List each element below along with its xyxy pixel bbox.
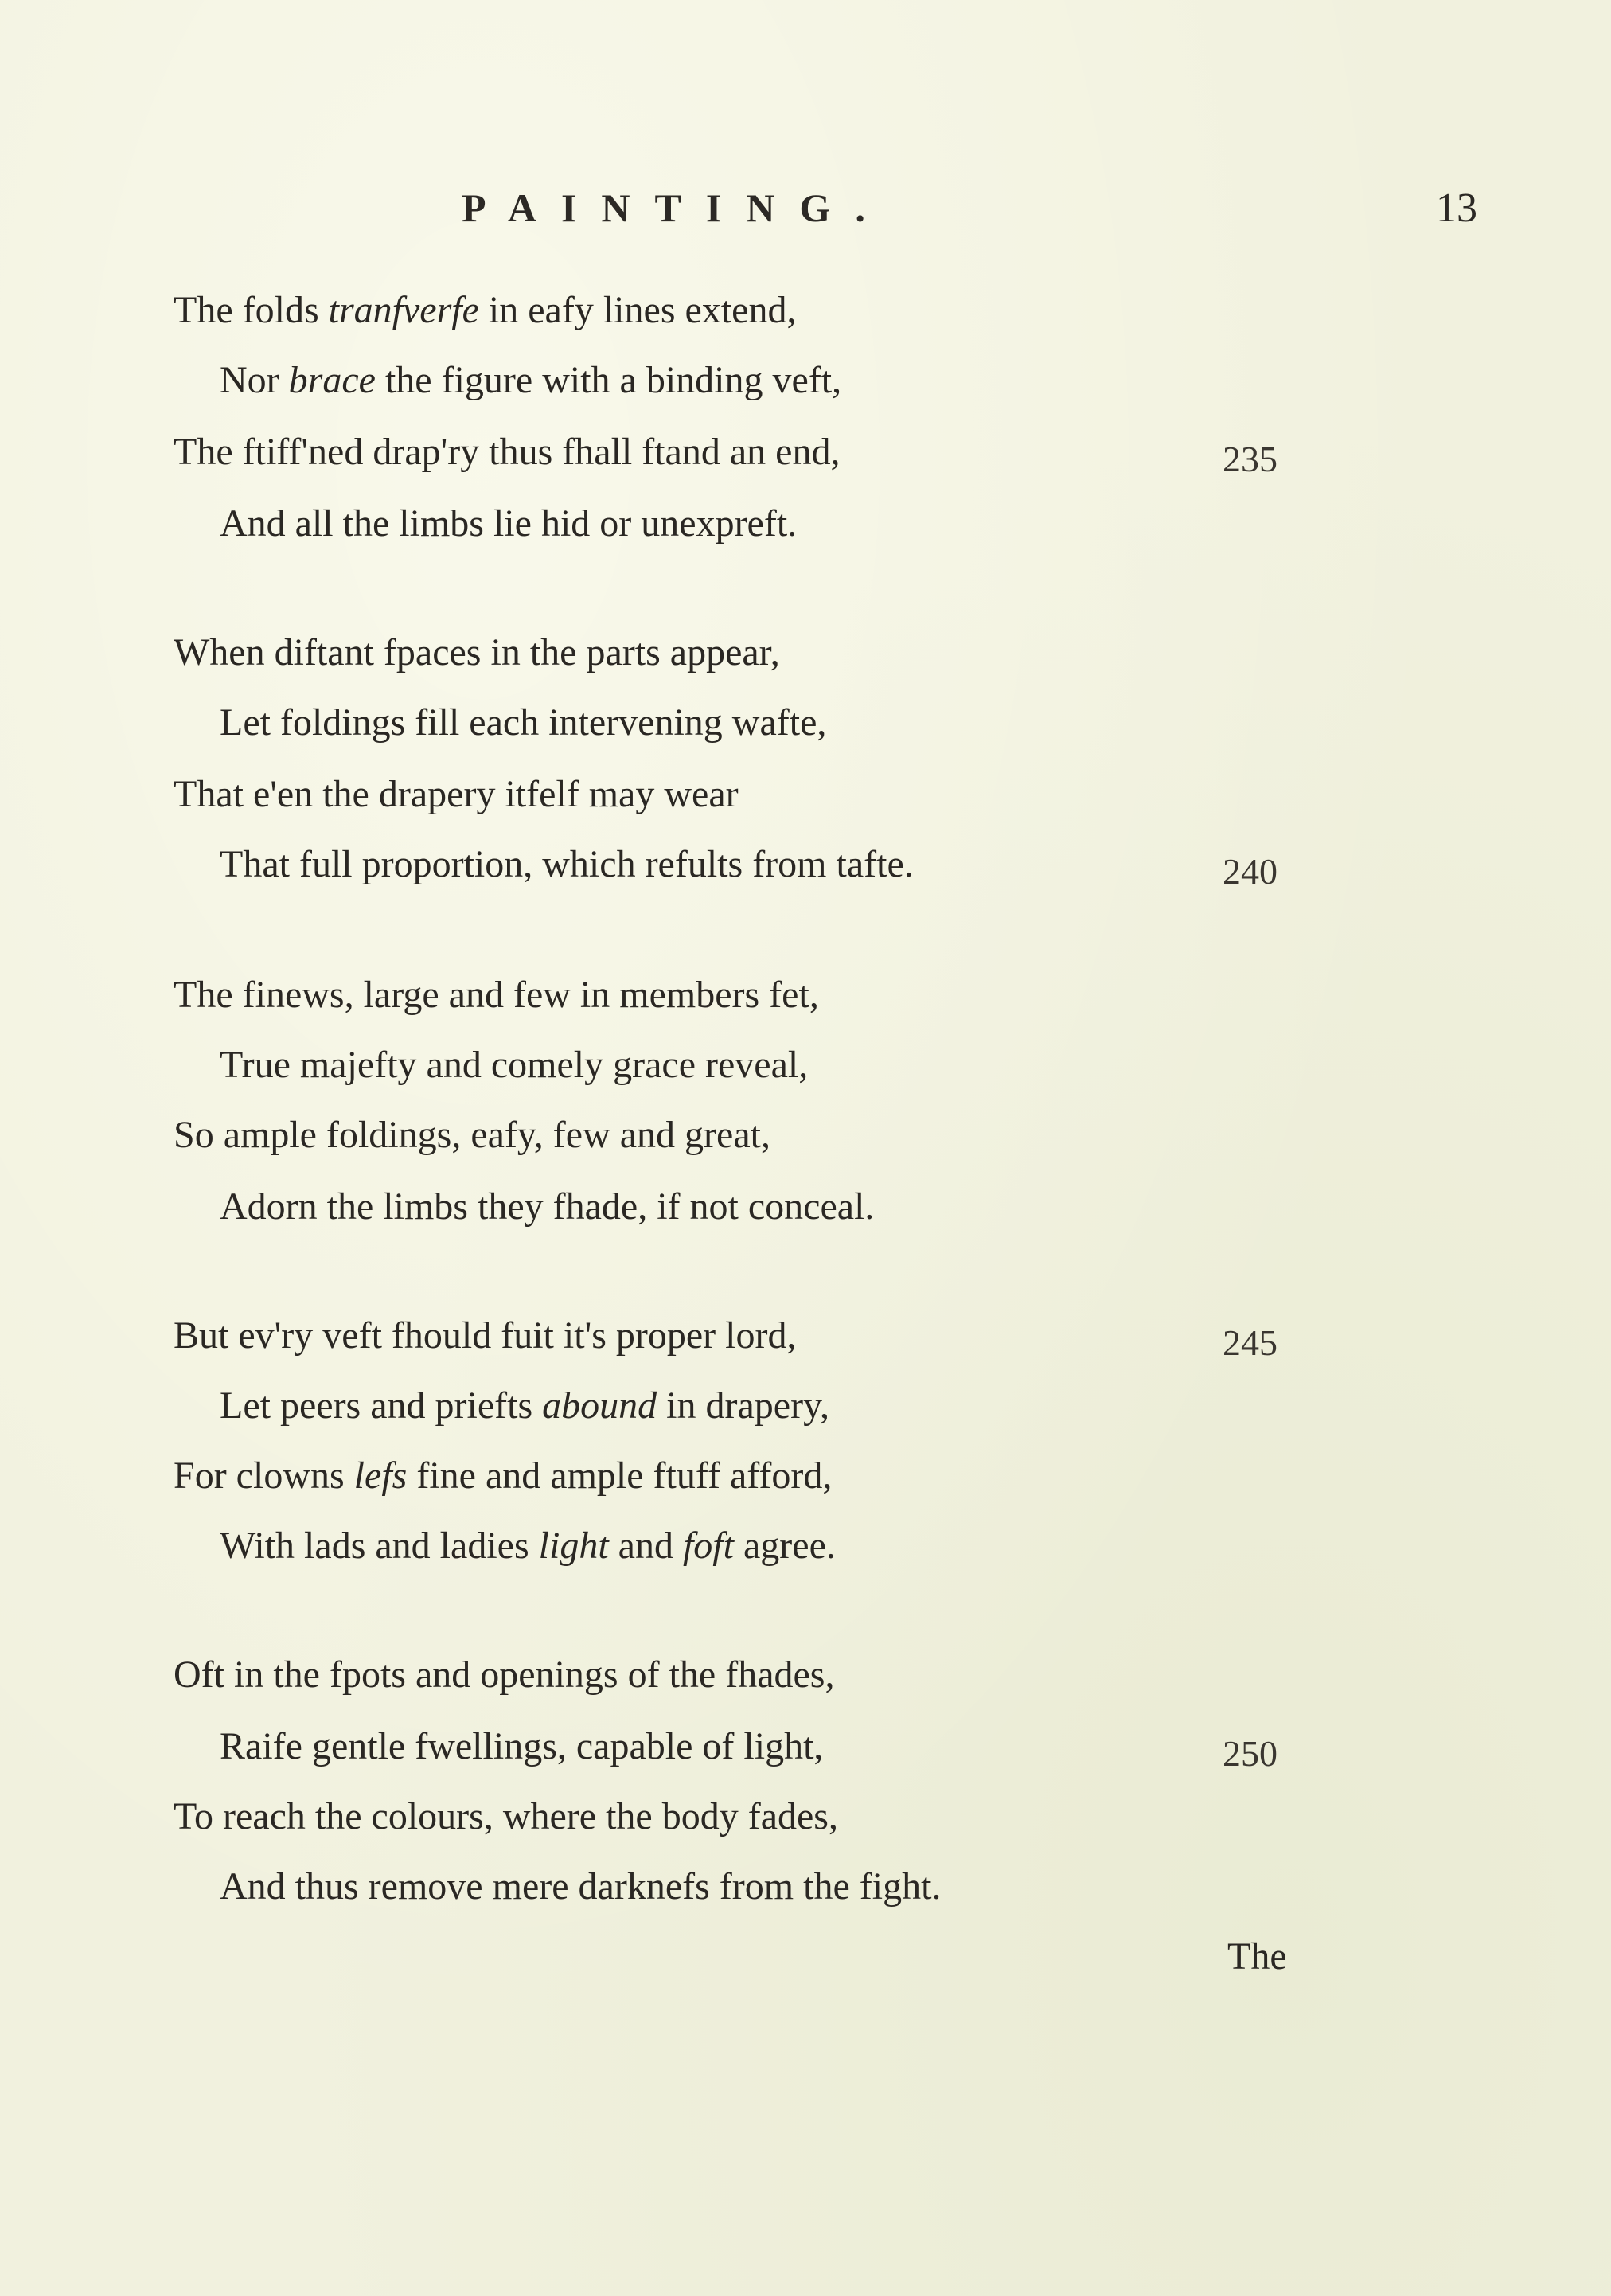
verse-line: The ftiff'ned drap'ry thus fhall ftand an end, [174,431,841,473]
verse-line: Nor brace the figure with a binding veft, [220,359,842,401]
verse-line: To reach the colours, where the body fades, [174,1795,838,1837]
verse-line: When diftant fpaces in the parts appear, [174,631,780,674]
verse-line: For clowns lefs fine and ample ftuff afford, [174,1455,833,1497]
verse-line: So ample foldings, eafy, few and great, [174,1114,770,1156]
verse-line: True majefty and comely grace reveal, [220,1044,809,1086]
verse-line: The finews, large and few in members fet, [174,974,819,1016]
verse-line: And all the limbs lie hid or unexpreft. [220,502,798,545]
line-number: 240 [1223,851,1277,892]
verse-line: And thus remove mere darknefs from the fight. [220,1865,942,1907]
line-number: 245 [1223,1322,1277,1363]
catchword: The [1227,1935,1287,1978]
verse-line: That full proportion, which refults from tafte. [220,843,914,885]
verse-line: With lads and ladies light and foft agree. [220,1525,836,1567]
verse-line: Let foldings fill each intervening wafte, [220,701,827,744]
verse-line: Raife gentle fwellings, capable of light, [220,1725,824,1767]
running-title: PAINTING. [462,185,890,230]
verse-line: That e'en the drapery itfelf may wear [174,773,739,815]
line-number: 235 [1223,439,1277,479]
verse-line: Oft in the fpots and openings of the fhades, [174,1654,835,1696]
verse-line: The folds tranfverfe in eafy lines extend, [174,289,797,331]
verse-line: But ev'ry veft fhould fuit it's proper lord, [174,1314,797,1357]
page-number: 13 [1436,185,1477,231]
verse-line: Let peers and priefts abound in drapery, [220,1384,829,1427]
line-number: 250 [1223,1733,1277,1774]
verse-line: Adorn the limbs they fhade, if not conceal. [220,1185,875,1228]
